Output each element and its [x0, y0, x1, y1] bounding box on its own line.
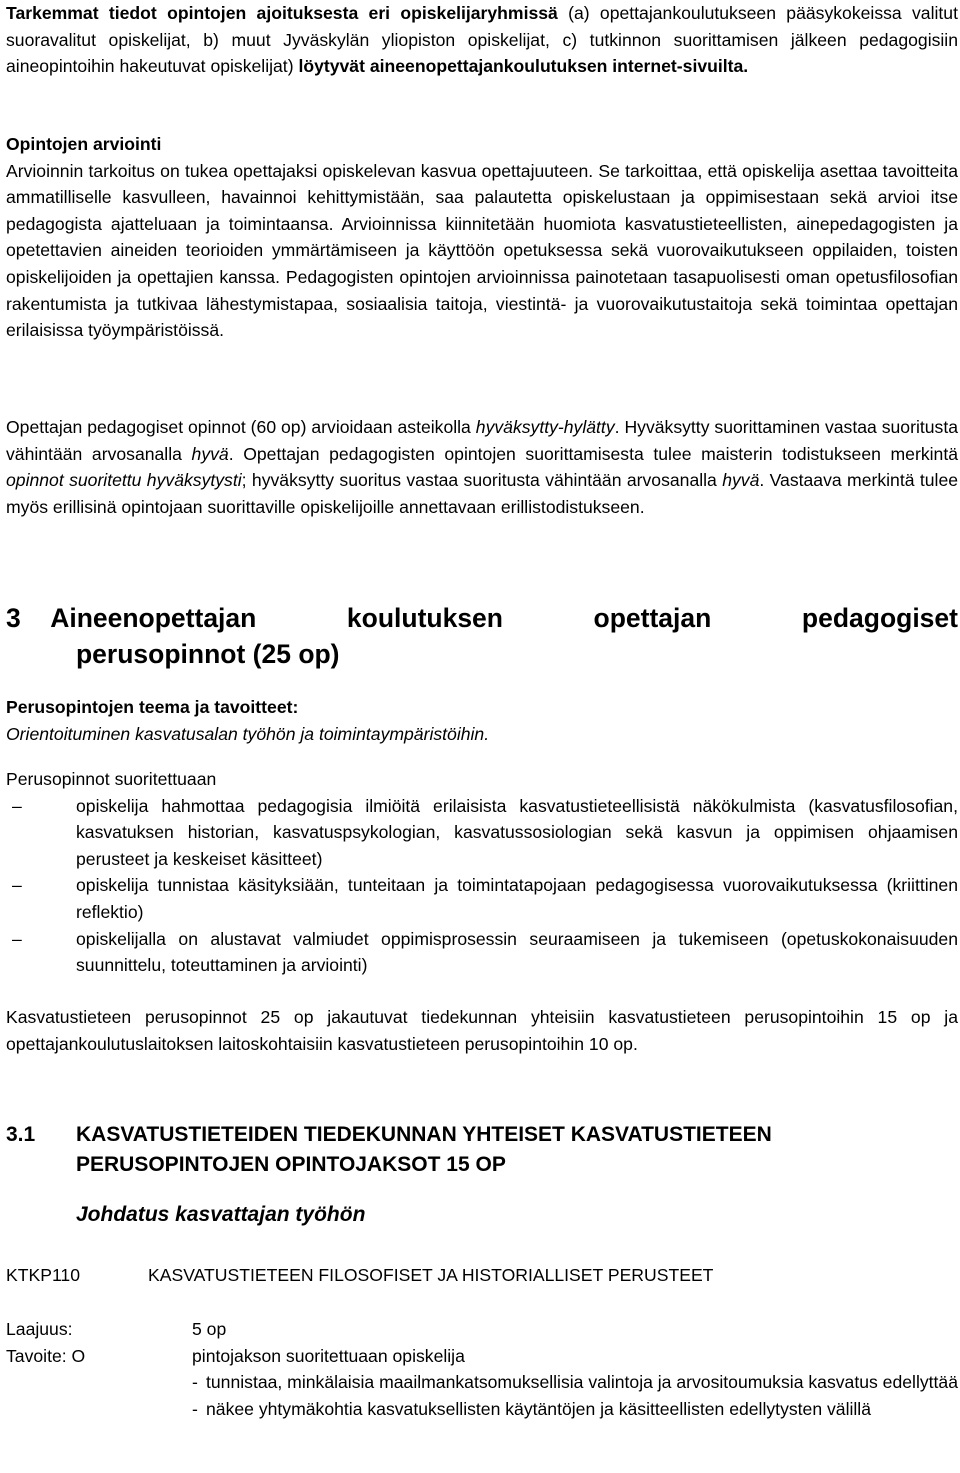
grading-scale: hyväksytty-hylätty: [475, 417, 615, 437]
grading-text: Opettajan pedagogiset opinnot (60 op) arvioidaan asteikolla: [6, 417, 476, 437]
scope-value: 5 op: [192, 1319, 227, 1339]
evaluation-body: Arvioinnin tarkoitus on tukea opettajaksi opiskelevan kasvua opettajuuteen. Se tarkoittaa, että opiskelija asettaa tavoitteita ammatilliselle kasvulleen, havainnoi kehittymistään, saa palautetta opiskelustaan ja oppimisestaan sekä arvioi itse pedagogista ajatteluaan ja toimintaansa. Arvioinnissa kiinnitetään huomiota kasvatustieteellisten, ainepedagogisten ja opetettavien aineiden teorioiden ymmärtämiseen ja käyttöön opetuksessa sekä vuorovaikutukseen oppilaiden, toisten opiskelijoiden ja opettajien kanssa. Pedagogisten opintojen arvioinnissa painotetaan tasapuolisesti oman opetusfilosofian rakentumista ja tutkivaa lähestymistapaa, sosiaalisia taitoja, viestintä- ja vuorovaikutustaitoja sekä toimintaa opettajan erilaisissa työympäristöissä.: [6, 160, 958, 341]
list-item: – opiskelija hahmottaa pedagogisia ilmiöitä erilaisista kasvatustieteellisistä näkökulmista (kasvatusfilosofian, kasvatuksen historian, kasvatuspsykologian, kasvatussosiologian sekä kasvun ja oppimisen ohjaamisen perusteet ja keskeiset käsitteet): [6, 793, 958, 873]
theme-text: Orientoituminen kasvatusalan työhön ja toimintaympäristöihin.: [6, 723, 490, 744]
grading-text: . Opettajan pedagogisten opintojen suorittamisesta tulee maisterin todistukseen merkintä: [228, 443, 958, 464]
intro-paragraph: [6, 0, 958, 80]
course-name: KASVATUSTIETEEN FILOSOFISET JA HISTORIALLISET PERUSTEET: [148, 1265, 714, 1285]
list-item: – opiskelija tunnistaa käsityksiään, tunteitaan ja toimintatapojaan pedagogisessa vuorovaikutuksessa (kriittinen reflektio): [6, 872, 958, 925]
subsection-heading: Johdatus kasvattajan työhön: [76, 1203, 366, 1226]
scope-label: Laajuus:: [6, 1319, 73, 1339]
evaluation-section: [6, 131, 958, 344]
grading-paragraph: [6, 414, 958, 520]
intro-bold-lead: Tarkemmat tiedot opintojen ajoituksesta eri opiskelijaryhmissä: [6, 3, 558, 23]
section-3-line2: perusopinnot (25 op): [76, 639, 340, 669]
section-3-heading: [6, 600, 958, 672]
theme-heading: Perusopintojen teema ja tavoitteet:: [6, 697, 299, 717]
section-3-word: koulutuksen: [346, 603, 503, 633]
list-item: - tunnistaa, minkälaisia maailmankatsomuksellisia valintoja ja arvositoumuksia kasvatus edellyttää: [192, 1369, 958, 1396]
course-code: KTKP110: [6, 1265, 80, 1285]
section-3-1-title: KASVATUSTIETEIDEN TIEDEKUNNAN YHTEISET KASVATUSTIETEEN PERUSOPINTOJEN OPINTOJAKSOT 15 OP: [76, 1123, 772, 1176]
grading-text: . Vastaava merkintä tulee myös erillisinä opintojaan suorittaville opiskelijoille annettavaan erillistodistukseen.: [6, 470, 959, 517]
completed-section: [6, 766, 958, 979]
list-item: - näkee yhtymäkohtia kasvatuksellisten käytäntöjen ja käsitteellisten edellytysten välillä: [192, 1396, 958, 1423]
grading-grade: hyvä: [722, 470, 760, 491]
theme-section: [6, 694, 489, 747]
goal-value: pintojakson suoritettuaan opiskelija: [192, 1345, 465, 1366]
intro-bold-tail: löytyvät aineenopettajankoulutuksen internet-sivuilta.: [298, 56, 749, 77]
section-3-word: pedagogiset: [801, 603, 958, 633]
section-3-1-number: 3.1: [6, 1123, 36, 1146]
intro-text: (a) opettajankoulutukseen pääsykokeissa valitut suoravalitut opiskelijat, b) muut Jyväskylän yliopiston opiskelijat, c) tutkinnon suorittamisen jälkeen pedagogisiin aineopintoihin hakeutuvat opiskelijat): [6, 3, 958, 77]
evaluation-heading: Opintojen arviointi: [6, 134, 162, 154]
course-meta: [6, 1316, 958, 1422]
section-3-1-heading: [6, 1120, 958, 1180]
studies-paragraph: Kasvatustieteen perusopinnot 25 op jakautuvat tiedekunnan yhteisiin kasvatustieteen perusopintoihin 15 op ja opettajankoulutuslaitoksen laitoskohtaisiin kasvatustieteen perusopintoihin 10 op.: [6, 1007, 958, 1054]
grading-text: ; hyväksytty suoritus vastaa suoritusta vähintään arvosanalla: [241, 470, 723, 491]
section-3-number-word: 3 Aineenopettajan: [6, 603, 257, 633]
scope-row: [6, 1316, 958, 1343]
goal-list: [6, 1369, 958, 1422]
completed-heading: Perusopinnot suoritettuaan: [6, 769, 217, 789]
goal-label: Tavoite: O: [6, 1345, 86, 1366]
grading-text: . Hyväksytty suorittaminen vastaa suoritusta vähintään arvosanalla: [6, 417, 958, 464]
course-header: [6, 1265, 958, 1286]
grading-grade: hyvä: [191, 443, 229, 464]
section-3-word: opettajan: [593, 603, 712, 633]
grading-mark: opinnot suoritettu hyväksytysti: [6, 470, 242, 491]
goal-row: [6, 1343, 958, 1370]
outcomes-list: [6, 793, 958, 979]
list-item: – opiskelijalla on alustavat valmiudet oppimisprosessin seuraamiseen ja tukemiseen (opetuskokonaisuuden suunnittelu, toteuttaminen ja arviointi): [6, 926, 958, 979]
